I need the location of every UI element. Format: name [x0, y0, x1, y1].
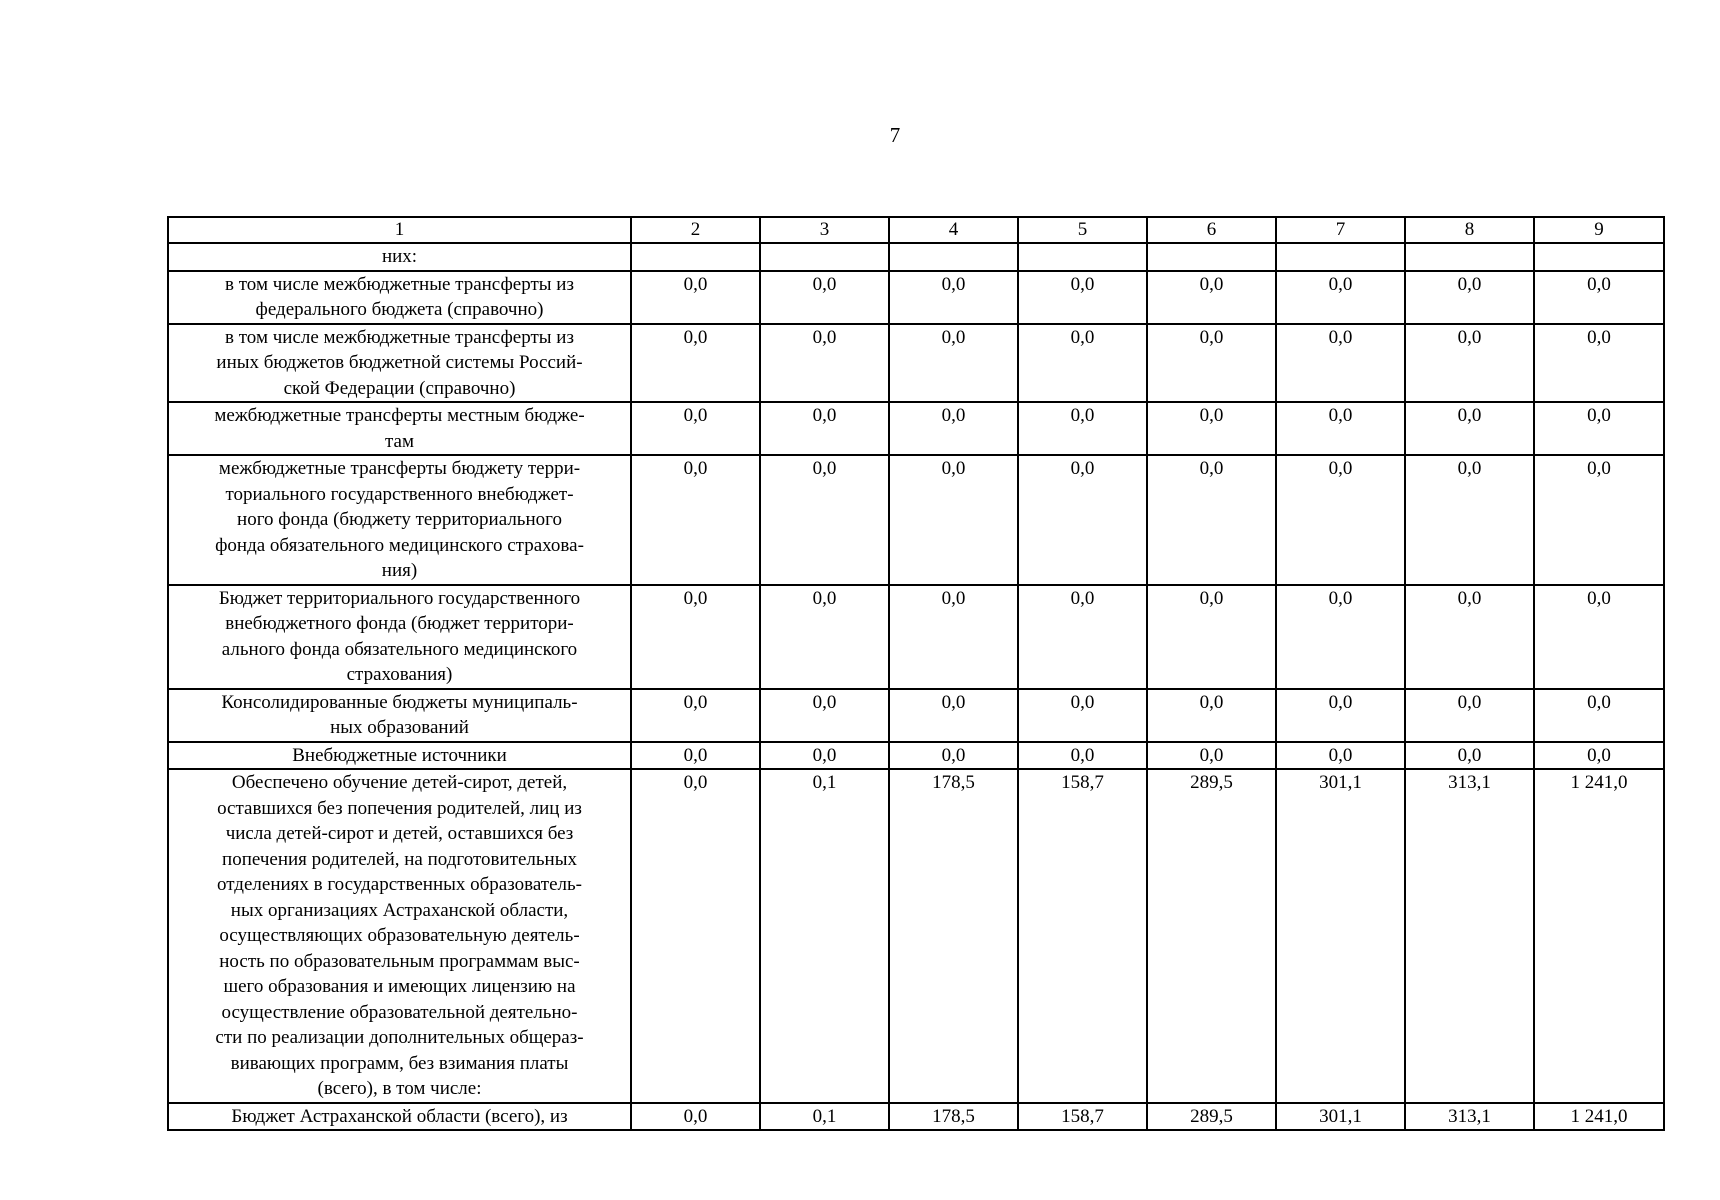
value-cell: 0,0	[1147, 324, 1276, 403]
value-cell: 178,5	[889, 769, 1018, 1103]
value-cell	[1018, 243, 1147, 271]
value-cell: 301,1	[1276, 1103, 1405, 1131]
column-number-row	[168, 217, 1664, 243]
value-cell: 0,0	[760, 455, 889, 585]
table-row	[168, 1103, 1664, 1131]
value-cell: 313,1	[1405, 769, 1534, 1103]
value-cell: 0,0	[760, 271, 889, 324]
row-label: в том числе межбюджетные трансферты из иных бюджетов бюджетной системы Россий- ской Федерации (справочно)	[168, 324, 631, 403]
value-cell: 0,0	[1405, 324, 1534, 403]
table-row	[168, 324, 1664, 403]
table-row	[168, 585, 1664, 689]
value-cell: 0,0	[631, 455, 760, 585]
value-cell: 0,0	[1276, 402, 1405, 455]
value-cell: 0,0	[1405, 689, 1534, 742]
value-cell: 0,0	[889, 742, 1018, 770]
column-number: 4	[889, 217, 1018, 243]
value-cell: 0,0	[631, 324, 760, 403]
value-cell: 1 241,0	[1534, 1103, 1664, 1131]
column-number: 6	[1147, 217, 1276, 243]
row-label: Бюджет территориального государственного внебюджетного фонда (бюджет территори- ального фонда обязательного медицинского страхования)	[168, 585, 631, 689]
value-cell	[889, 243, 1018, 271]
column-number: 8	[1405, 217, 1534, 243]
value-cell: 0,0	[1276, 585, 1405, 689]
value-cell: 0,0	[1405, 271, 1534, 324]
table-row	[168, 455, 1664, 585]
value-cell: 289,5	[1147, 1103, 1276, 1131]
value-cell: 0,0	[1405, 742, 1534, 770]
value-cell: 0,0	[1147, 455, 1276, 585]
row-label: Бюджет Астраханской области (всего), из	[168, 1103, 631, 1131]
value-cell: 0,0	[760, 585, 889, 689]
column-number: 2	[631, 217, 760, 243]
value-cell: 0,0	[631, 402, 760, 455]
row-label: Консолидированные бюджеты муниципаль- ных образований	[168, 689, 631, 742]
row-label: в том числе межбюджетные трансферты из федерального бюджета (справочно)	[168, 271, 631, 324]
budget-table	[167, 216, 1665, 1131]
value-cell: 0,0	[631, 769, 760, 1103]
value-cell: 0,0	[1534, 402, 1664, 455]
value-cell	[1147, 243, 1276, 271]
value-cell: 0,0	[631, 689, 760, 742]
value-cell: 0,0	[1276, 742, 1405, 770]
value-cell: 0,0	[631, 271, 760, 324]
value-cell: 0,0	[1276, 455, 1405, 585]
column-number: 3	[760, 217, 889, 243]
value-cell: 0,0	[1018, 742, 1147, 770]
value-cell: 178,5	[889, 1103, 1018, 1131]
value-cell: 0,1	[760, 1103, 889, 1131]
value-cell: 0,0	[760, 324, 889, 403]
value-cell: 301,1	[1276, 769, 1405, 1103]
value-cell	[1405, 243, 1534, 271]
value-cell: 313,1	[1405, 1103, 1534, 1131]
value-cell: 0,0	[1147, 689, 1276, 742]
value-cell: 0,0	[1018, 324, 1147, 403]
value-cell: 0,0	[1276, 689, 1405, 742]
value-cell	[1276, 243, 1405, 271]
value-cell: 0,0	[1405, 402, 1534, 455]
page-number: 7	[889, 123, 901, 147]
value-cell: 0,0	[1534, 585, 1664, 689]
value-cell: 0,0	[1147, 742, 1276, 770]
value-cell	[631, 243, 760, 271]
value-cell: 0,0	[889, 324, 1018, 403]
value-cell: 0,0	[1534, 689, 1664, 742]
value-cell: 158,7	[1018, 769, 1147, 1103]
table-row	[168, 243, 1664, 271]
value-cell: 0,0	[1018, 455, 1147, 585]
value-cell: 289,5	[1147, 769, 1276, 1103]
value-cell: 0,0	[1405, 455, 1534, 585]
value-cell: 0,0	[1147, 271, 1276, 324]
value-cell: 0,0	[631, 585, 760, 689]
value-cell: 0,0	[1405, 585, 1534, 689]
value-cell: 0,0	[1534, 324, 1664, 403]
value-cell: 0,1	[760, 769, 889, 1103]
value-cell: 0,0	[1276, 271, 1405, 324]
value-cell: 0,0	[1276, 324, 1405, 403]
value-cell: 0,0	[1018, 585, 1147, 689]
value-cell: 0,0	[1534, 742, 1664, 770]
value-cell: 0,0	[760, 742, 889, 770]
value-cell: 0,0	[1147, 585, 1276, 689]
column-number: 1	[168, 217, 631, 243]
table-row	[168, 689, 1664, 742]
value-cell: 0,0	[760, 402, 889, 455]
value-cell: 0,0	[889, 689, 1018, 742]
value-cell: 0,0	[889, 271, 1018, 324]
value-cell: 0,0	[1147, 402, 1276, 455]
row-label: них:	[168, 243, 631, 271]
value-cell: 0,0	[760, 689, 889, 742]
value-cell: 1 241,0	[1534, 769, 1664, 1103]
value-cell: 0,0	[889, 585, 1018, 689]
column-number: 7	[1276, 217, 1405, 243]
value-cell	[760, 243, 889, 271]
table-row	[168, 271, 1664, 324]
table-row	[168, 742, 1664, 770]
value-cell: 0,0	[1534, 455, 1664, 585]
table-body	[168, 217, 1664, 1130]
column-number: 5	[1018, 217, 1147, 243]
row-label: межбюджетные трансферты местным бюдже- там	[168, 402, 631, 455]
value-cell: 0,0	[1018, 402, 1147, 455]
table-row	[168, 402, 1664, 455]
row-label: Внебюджетные источники	[168, 742, 631, 770]
value-cell: 0,0	[1018, 271, 1147, 324]
value-cell: 0,0	[631, 1103, 760, 1131]
value-cell: 0,0	[889, 455, 1018, 585]
value-cell: 0,0	[889, 402, 1018, 455]
value-cell: 0,0	[1534, 271, 1664, 324]
value-cell: 0,0	[631, 742, 760, 770]
column-number: 9	[1534, 217, 1664, 243]
value-cell: 0,0	[1018, 689, 1147, 742]
table-row	[168, 769, 1664, 1103]
row-label: межбюджетные трансферты бюджету терри- ториального государственного внебюджет- ного фонда (бюджету территориального фонда обязательного медицинского страхова- ния)	[168, 455, 631, 585]
row-label: Обеспечено обучение детей-сирот, детей, оставшихся без попечения родителей, лиц из числа детей-сирот и детей, оставшихся без попечения родителей, на подготовительных отделениях в государственных образователь- ных организациях Астраханской области, осуществляющих образовательную деятель- ность по образовательным программам выс- шего образования и имеющих лицензию на осуществление образовательной деятельно- сти по реализации дополнительных общераз- вивающих программ, без взимания платы (всего), в том числе:	[168, 769, 631, 1103]
value-cell: 158,7	[1018, 1103, 1147, 1131]
value-cell	[1534, 243, 1664, 271]
